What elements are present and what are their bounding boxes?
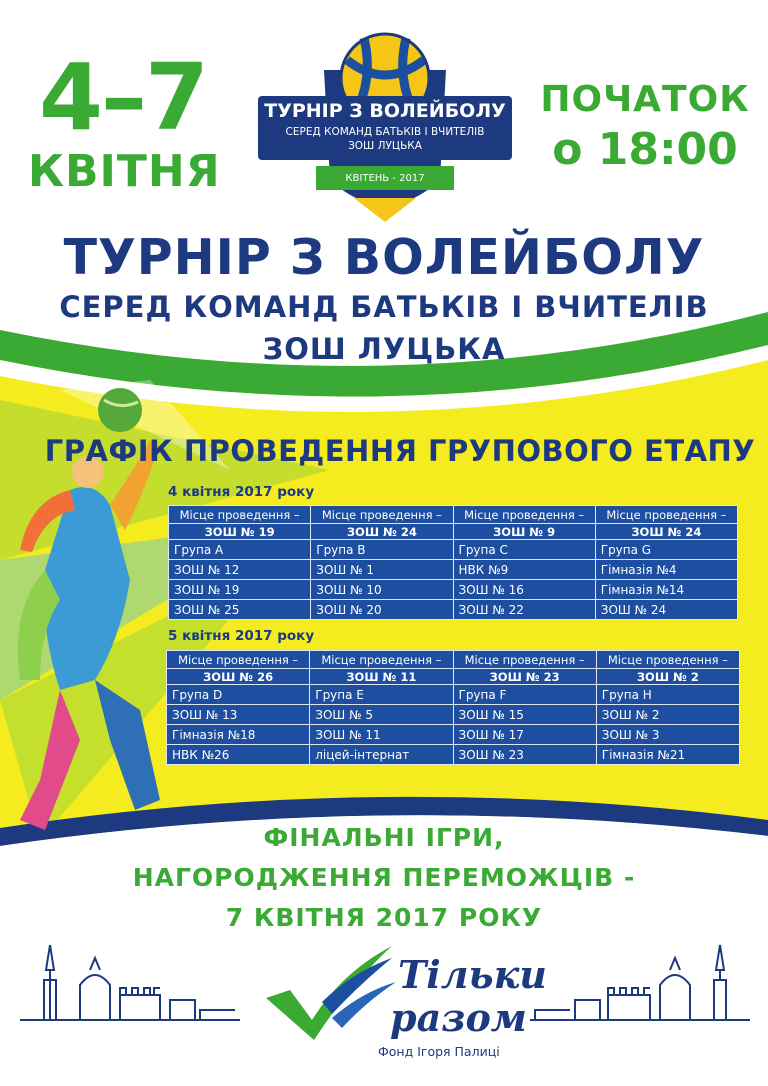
venue-name: ЗОШ № 24 xyxy=(311,524,453,540)
table-cell: ЗОШ № 17 xyxy=(453,725,596,745)
table-row xyxy=(167,705,740,725)
table-cell: ЗОШ № 13 xyxy=(167,705,310,725)
date-range: 4–7 xyxy=(38,44,208,151)
table-cell: ЗОШ № 16 xyxy=(453,580,595,600)
table-header-row xyxy=(167,651,740,669)
tournament-logo xyxy=(254,30,516,226)
logo-subtitle-line1: СЕРЕД КОМАНД БАТЬКІВ І ВЧИТЕЛІВ xyxy=(285,126,485,138)
logo-date: КВІТЕНЬ - 2017 xyxy=(345,173,425,184)
table-cell: ЗОШ № 20 xyxy=(311,600,453,620)
table-cell: ліцей-інтернат xyxy=(310,745,453,765)
venue-label: Місце проведення – xyxy=(311,506,453,524)
venue-name: ЗОШ № 26 xyxy=(167,669,310,685)
table-cell: Гімназія №21 xyxy=(596,745,739,765)
table-cell: ЗОШ № 15 xyxy=(453,705,596,725)
table-cell: ЗОШ № 19 xyxy=(169,580,311,600)
table-cell: ЗОШ № 25 xyxy=(169,600,311,620)
venue-name: ЗОШ № 23 xyxy=(453,669,596,685)
table-row xyxy=(169,540,738,560)
table-cell: ЗОШ № 5 xyxy=(310,705,453,725)
main-title: ТУРНІР З ВОЛЕЙБОЛУ xyxy=(63,229,705,286)
date-month: КВІТНЯ xyxy=(28,146,221,197)
table-cell: ЗОШ № 24 xyxy=(595,600,737,620)
finals-line1: ФІНАЛЬНІ ІГРИ, xyxy=(263,823,505,852)
venue-label: Місце проведення – xyxy=(453,506,595,524)
venue-label: Місце проведення – xyxy=(310,651,453,669)
logo-subtitle-line2: ЗОШ ЛУЦЬКА xyxy=(348,140,422,152)
venue-name: ЗОШ № 2 xyxy=(596,669,739,685)
city-skyline-right-icon xyxy=(530,940,750,1030)
table-cell: Група C xyxy=(453,540,595,560)
table-cell: ЗОШ № 22 xyxy=(453,600,595,620)
table-header-row xyxy=(169,506,738,524)
table-cell: НВК №9 xyxy=(453,560,595,580)
table-cell: ЗОШ № 12 xyxy=(169,560,311,580)
table-cell: Група B xyxy=(311,540,453,560)
day1-caption: 4 квітня 2017 року xyxy=(168,484,315,500)
logo-title: ТУРНІР З ВОЛЕЙБОЛУ xyxy=(264,100,506,122)
table-row xyxy=(169,600,738,620)
table-cell: ЗОШ № 10 xyxy=(311,580,453,600)
table-row xyxy=(167,745,740,765)
schedule-title: ГРАФІК ПРОВЕДЕННЯ ГРУПОВОГО ЕТАПУ xyxy=(44,434,756,468)
table-cell: ЗОШ № 2 xyxy=(596,705,739,725)
venue-label: Місце проведення – xyxy=(453,651,596,669)
table-row xyxy=(169,560,738,580)
venue-name: ЗОШ № 24 xyxy=(595,524,737,540)
day2-schedule-table xyxy=(166,650,740,765)
venue-label: Місце проведення – xyxy=(167,651,310,669)
table-venue-row xyxy=(167,669,740,685)
checkmark-logo-icon xyxy=(262,942,402,1042)
table-cell: Група A xyxy=(169,540,311,560)
day1-schedule-table xyxy=(168,505,738,620)
day2-caption: 5 квітня 2017 року xyxy=(168,628,315,644)
brand-fund: Фонд Ігоря Палиці xyxy=(378,1044,500,1059)
table-cell: Група F xyxy=(453,685,596,705)
table-cell: Група G xyxy=(595,540,737,560)
table-venue-row xyxy=(169,524,738,540)
table-cell: НВК №26 xyxy=(167,745,310,765)
table-row xyxy=(167,685,740,705)
table-cell: Група H xyxy=(596,685,739,705)
table-row xyxy=(169,580,738,600)
table-cell: Гімназія №18 xyxy=(167,725,310,745)
table-cell: ЗОШ № 11 xyxy=(310,725,453,745)
main-subtitle-line1: СЕРЕД КОМАНД БАТЬКІВ І ВЧИТЕЛІВ xyxy=(59,290,709,324)
venue-name: ЗОШ № 11 xyxy=(310,669,453,685)
table-cell: ЗОШ № 1 xyxy=(311,560,453,580)
finals-line2: НАГОРОДЖЕННЯ ПЕРЕМОЖЦІВ - xyxy=(132,863,636,892)
finals-line3: 7 КВІТНЯ 2017 РОКУ xyxy=(225,903,543,932)
venue-label: Місце проведення – xyxy=(169,506,311,524)
start-label: ПОЧАТОК xyxy=(540,79,750,120)
table-row xyxy=(167,725,740,745)
venue-label: Місце проведення – xyxy=(595,506,737,524)
venue-label: Місце проведення – xyxy=(596,651,739,669)
table-cell: Гімназія №14 xyxy=(595,580,737,600)
city-skyline-left-icon xyxy=(20,940,240,1030)
brand-name-line1: Тільки xyxy=(398,952,547,997)
table-cell: ЗОШ № 23 xyxy=(453,745,596,765)
main-subtitle-line2: ЗОШ ЛУЦЬКА xyxy=(262,332,506,366)
table-cell: Гімназія №4 xyxy=(595,560,737,580)
brand-name-line2: разом xyxy=(390,995,527,1040)
table-cell: Група E xyxy=(310,685,453,705)
start-time: о 18:00 xyxy=(552,124,738,175)
venue-name: ЗОШ № 19 xyxy=(169,524,311,540)
table-cell: Група D xyxy=(167,685,310,705)
venue-name: ЗОШ № 9 xyxy=(453,524,595,540)
table-cell: ЗОШ № 3 xyxy=(596,725,739,745)
